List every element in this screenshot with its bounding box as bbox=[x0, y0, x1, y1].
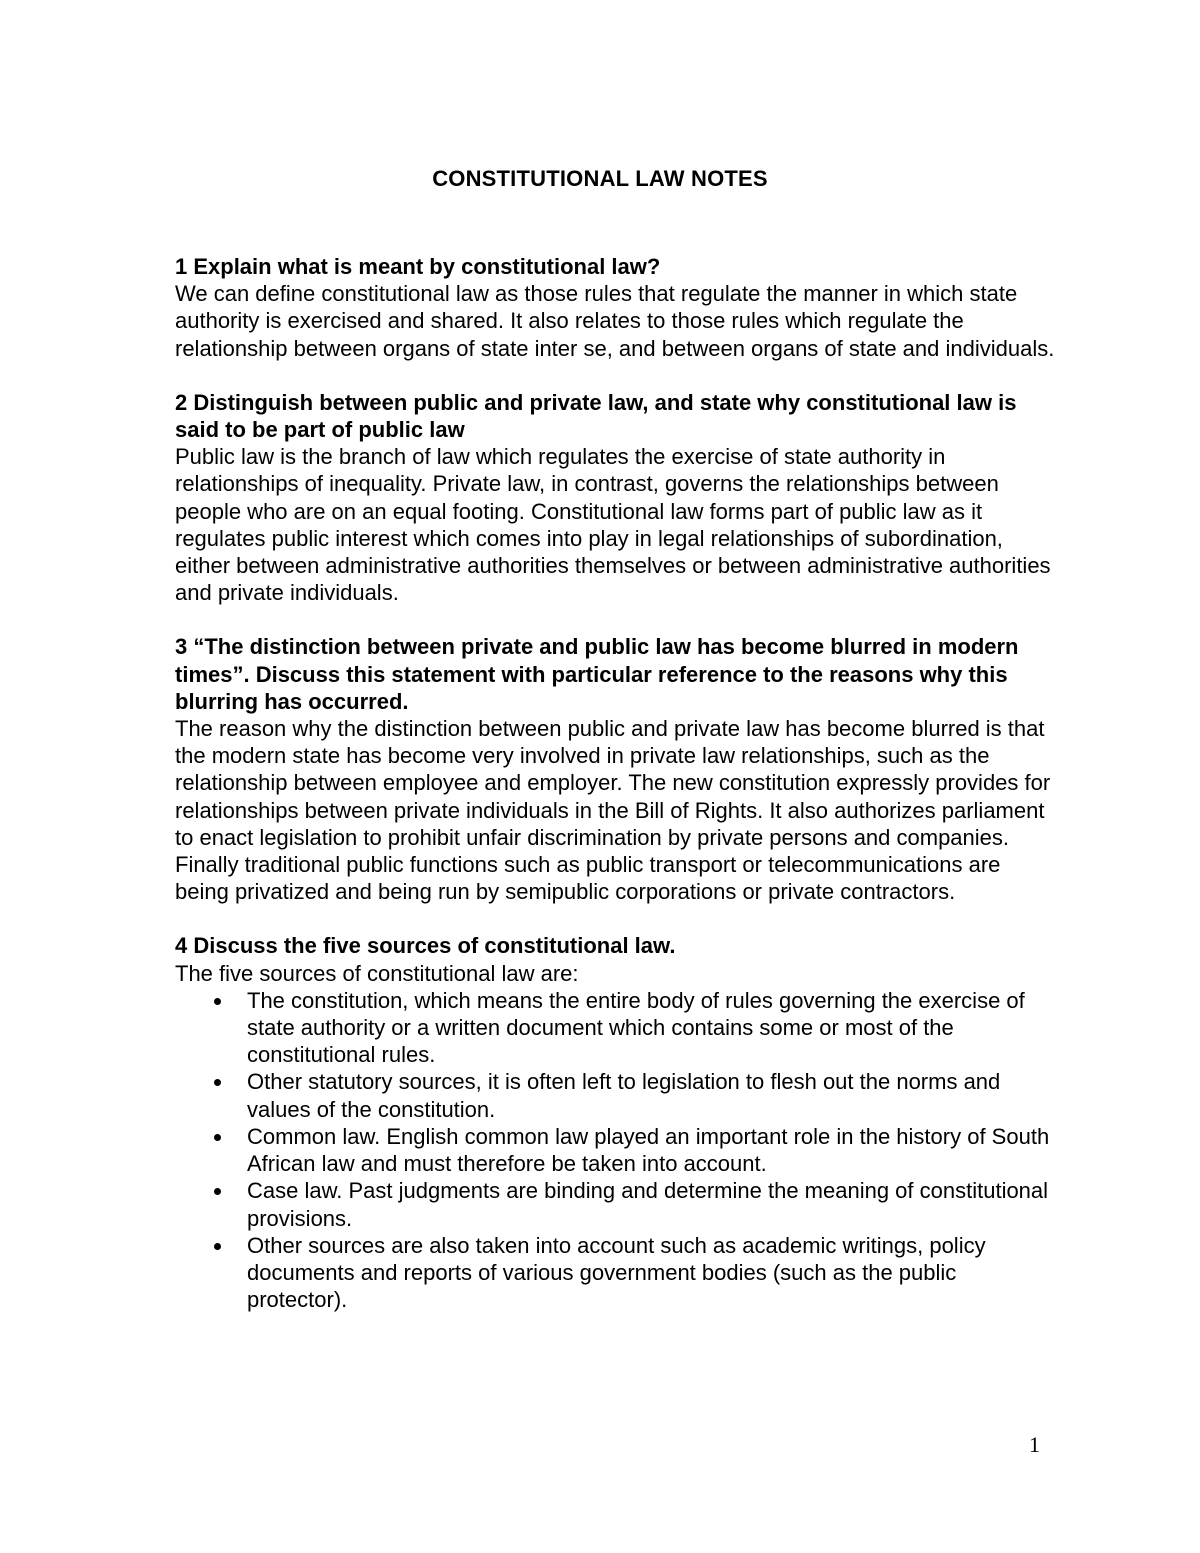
bullet-icon bbox=[214, 1188, 221, 1195]
answer-2: Public law is the branch of law which regulates the exercise of state authority in relationships of inequality. Private law, in contrast, governs the relationships between people who are on an equal footing. Constitutional law forms part of public law as it regulates public interest which comes into play in legal relationships of subordination, either between administrative authorities themselves or between administrative authorities and private individuals. bbox=[175, 444, 1051, 606]
question-1: 1 Explain what is meant by constitutional law? bbox=[175, 254, 661, 279]
answer-4: The five sources of constitutional law are: bbox=[175, 960, 579, 986]
list-item-text: Case law. Past judgments are binding and determine the meaning of constitutional provisions. bbox=[247, 1178, 1049, 1231]
section-1 bbox=[175, 253, 1055, 362]
answer-3: The reason why the distinction between public and private law has become blurred is that the modern state has become very involved in private law relationships, such as the relationship between employee and employer. The new constitution expressly provides for relationships between private individuals in the Bill of Rights. It also authorizes parliament to enact legislation to prohibit unfair discrimination by private persons and companies. Finally traditional public functions such as public transport or telecommunications are being privatized and being run by semipublic corporations or private contractors. bbox=[175, 716, 1051, 905]
question-4: 4 Discuss the five sources of constitutional law. bbox=[175, 933, 676, 959]
section-3 bbox=[175, 633, 1055, 905]
section-4 bbox=[175, 932, 1055, 1313]
bullet-icon bbox=[214, 1134, 221, 1141]
document-body bbox=[175, 253, 1055, 1340]
question-2: 2 Distinguish between public and private law, and state why constitutional law is said to be part of public law bbox=[175, 389, 1017, 443]
list-item-text: Other statutory sources, it is often left to legislation to flesh out the norms and values of the constitution. bbox=[247, 1069, 1001, 1122]
question-3: 3 “The distinction between private and public law has become blurred in modern times”. Discuss this statement with particular reference to the reasons why this blurring has occurred. bbox=[175, 634, 1019, 714]
list-item-text: The constitution, which means the entire body of rules governing the exercise of state authority or a written document which contains some or most of the constitutional rules. bbox=[247, 987, 1025, 1068]
list-item bbox=[175, 1068, 1055, 1122]
sources-list bbox=[175, 987, 1055, 1313]
bullet-icon bbox=[214, 1243, 221, 1250]
list-item-text: Common law. English common law played an important role in the history of South African law and must therefore be taken into account. bbox=[247, 1123, 1050, 1177]
list-item bbox=[175, 987, 1055, 1069]
list-item bbox=[175, 1177, 1055, 1231]
list-item bbox=[175, 1232, 1055, 1314]
list-item bbox=[175, 1123, 1055, 1177]
section-2 bbox=[175, 389, 1055, 607]
list-item-text: Other sources are also taken into account such as academic writings, policy documents and reports of various government bodies (such as the public protector). bbox=[247, 1232, 986, 1313]
bullet-icon bbox=[214, 998, 221, 1005]
page-number: 1 bbox=[1029, 1432, 1040, 1457]
document-title: CONSTITUTIONAL LAW NOTES bbox=[432, 166, 768, 191]
answer-1: We can define constitutional law as those rules that regulate the manner in which state authority is exercised and shared. It also relates to those rules which regulate the relationship between organs of state inter se, and between organs of state and individuals. bbox=[175, 281, 1055, 361]
bullet-icon bbox=[214, 1079, 221, 1086]
